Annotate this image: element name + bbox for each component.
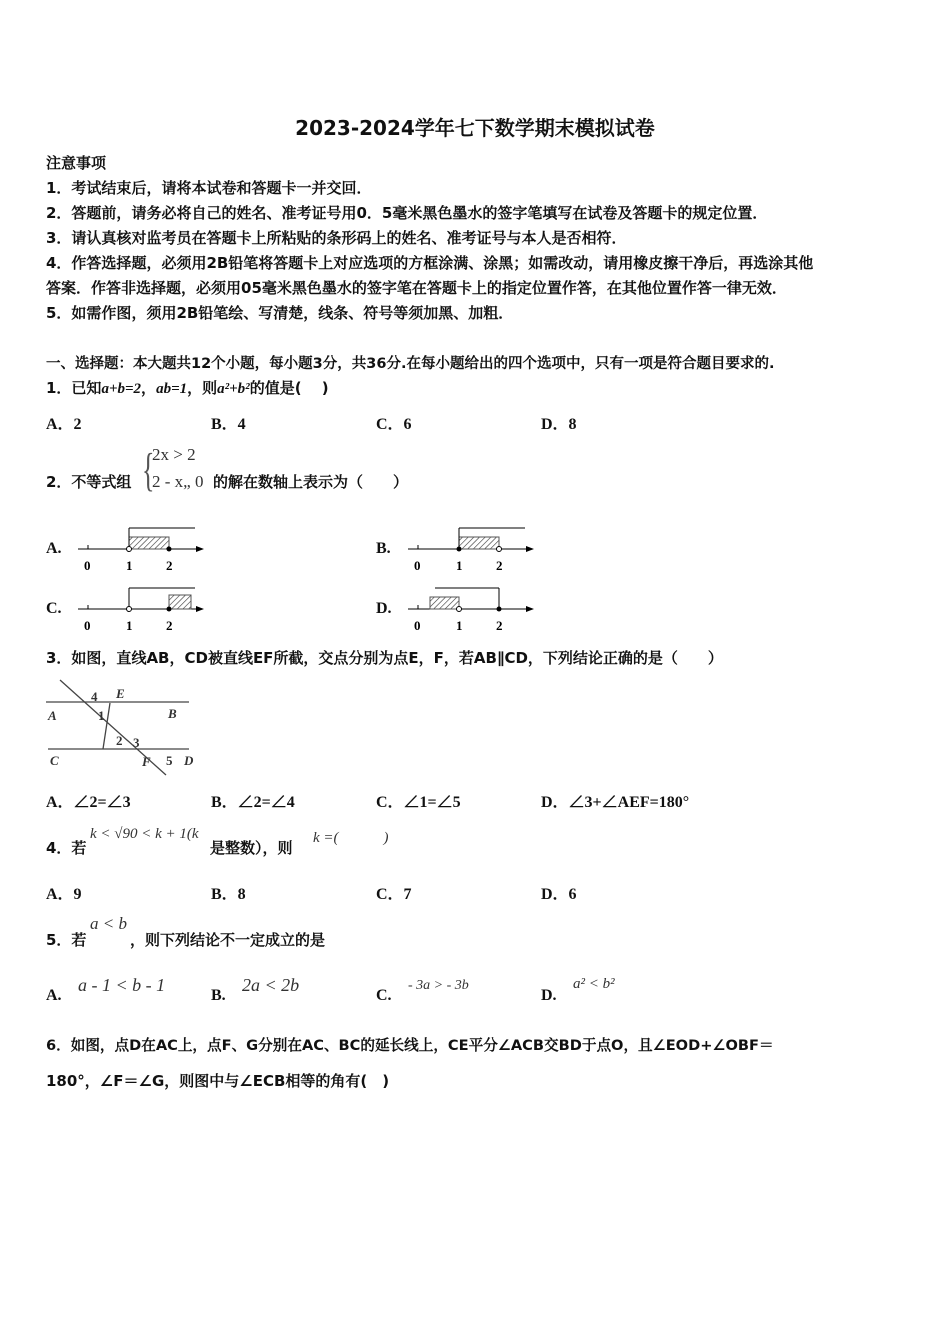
point-label: F (142, 754, 151, 769)
brace: { (142, 444, 155, 497)
q1-text: ，则 (187, 379, 218, 397)
number-line-b[interactable] (400, 520, 550, 580)
q5-option-b-label[interactable]: B. (211, 987, 226, 1004)
q3-option-c[interactable]: C．∠1=∠5 (376, 794, 461, 811)
tick-label: 2 (166, 558, 173, 573)
q5-option-b[interactable]: 2a < 2b (242, 975, 300, 995)
q1-option-b[interactable]: B．4 (211, 416, 246, 433)
q2-ineq-2: 2 - x„ 0 (152, 472, 204, 491)
angle-label: 5 (166, 753, 173, 768)
tick-label: 2 (496, 558, 503, 573)
point-label: E (116, 686, 125, 701)
q5-option-c[interactable]: - 3a > - 3b (408, 978, 469, 993)
note-item: 3．请认真核对监考员在答题卡上所粘贴的条形码上的姓名、准考证号与本人是否相符． (46, 229, 627, 247)
number-line-a[interactable] (70, 520, 220, 580)
q5-option-d-label[interactable]: D. (541, 987, 557, 1004)
note-item: 1．考试结束后，请将本试卷和答题卡一并交回． (46, 179, 372, 197)
question-6-line-2: 180°，∠F＝∠G，则图中与∠ECB相等的角有( ) (46, 1072, 390, 1090)
q3-option-a[interactable]: A．∠2=∠3 (46, 794, 131, 811)
q2-ineq-1: 2x > 2 (152, 445, 196, 464)
q1-expr: a²+b² (217, 381, 250, 397)
q5-suffix: ，则下列结论不一定成立的是 (130, 931, 326, 949)
angle-label: 4 (91, 689, 98, 704)
angle-label: 3 (133, 735, 140, 750)
point-label: C (50, 753, 59, 768)
q2-prefix: 2．不等式组 (46, 473, 132, 491)
note-item: 2．答题前，请务必将自己的姓名、准考证号用0．5毫米黑色墨水的签字笔填写在试卷及答题卡的规定位置． (46, 204, 768, 222)
q2-option-b-label[interactable]: B. (376, 540, 391, 557)
q4-option-a[interactable]: A．9 (46, 886, 82, 903)
tick-label: 1 (126, 558, 133, 573)
question-1 (46, 377, 329, 398)
q5-option-a[interactable]: a - 1 < b - 1 (78, 975, 166, 995)
tick-label: 1 (456, 618, 463, 633)
q5-option-c-label[interactable]: C. (376, 987, 392, 1004)
note-item: 4．作答选择题，必须用2B铅笔将答题卡上对应选项的方框涂满、涂黑；如需改动，请用橡皮擦干净后，再选涂其他 (46, 254, 814, 272)
page-title: 2023-2024学年七下数学期末模拟试卷 (295, 116, 655, 140)
tick-label: 1 (456, 558, 463, 573)
q4-mid: 是整数），则 (210, 839, 293, 857)
tick-label: 2 (166, 618, 173, 633)
q4-prefix: 4．若 (46, 839, 87, 857)
q2-suffix: 的解在数轴上表示为（ ） (213, 473, 409, 491)
section-heading: 一、选择题：本大题共12个小题，每小题3分，共36分.在每小题给出的四个选项中，只有一项是符合题目要求的. (46, 356, 775, 372)
question-3: 3．如图，直线AB，CD被直线EF所截，交点分别为点E，F，若AB∥CD，下列结论正确的是（ ） (46, 649, 723, 667)
q2-option-c-label[interactable]: C. (46, 600, 62, 617)
point-label: D (184, 753, 194, 768)
q3-option-b[interactable]: B．∠2=∠4 (211, 794, 295, 811)
q3-figure (44, 678, 204, 778)
point-label: B (168, 706, 177, 721)
note-item: 5．如需作图，须用2B铅笔绘、写清楚，线条、符号等须加黑、加粗． (46, 304, 514, 322)
q5-prefix: 5．若 (46, 931, 87, 949)
tick-label: 0 (414, 558, 421, 573)
number-line-d[interactable] (400, 580, 550, 640)
notes-heading: 注意事项 (46, 154, 107, 172)
q1-option-d[interactable]: D．8 (541, 416, 577, 433)
angle-label: 1 (98, 708, 105, 723)
q4-option-d[interactable]: D．6 (541, 886, 577, 903)
angle-label: 2 (116, 733, 123, 748)
q2-option-d-label[interactable]: D. (376, 600, 392, 617)
q4-option-b[interactable]: B．8 (211, 886, 246, 903)
q1-text: 的值是( ) (249, 379, 329, 397)
q1-text: ， (141, 379, 157, 397)
tick-label: 2 (496, 618, 503, 633)
q5-option-a-label[interactable]: A. (46, 987, 62, 1004)
q1-option-a[interactable]: A．2 (46, 416, 82, 433)
q1-text: 1．已知 (46, 379, 102, 397)
tick-label: 0 (84, 558, 91, 573)
q3-option-d[interactable]: D．∠3+∠AEF=180° (541, 794, 690, 811)
question-6-line-1: 6．如图，点D在AC上，点F、G分别在AC、BC的延长线上，CE平分∠ACB交BD于点O，且∠EOD+∠OBF＝ (46, 1037, 774, 1054)
q4-expr: k < √90 < k + 1(k (90, 826, 199, 842)
number-line-c[interactable] (70, 580, 220, 640)
note-item: 答案．作答非选择题，必须用05毫米黑色墨水的签字笔在答题卡上的指定位置作答，在其他位置作答一律无效． (46, 279, 787, 297)
q1-expr: a+b=2 (101, 381, 142, 397)
q5-expr: a < b (90, 914, 127, 933)
tick-label: 0 (414, 618, 421, 633)
tick-label: 0 (84, 618, 91, 633)
q4-option-c[interactable]: C．7 (376, 886, 412, 903)
q1-expr: ab=1 (156, 381, 188, 397)
q5-option-d[interactable]: a² < b² (573, 976, 615, 992)
q1-option-c[interactable]: C．6 (376, 416, 412, 433)
q2-option-a-label[interactable]: A. (46, 540, 62, 557)
tick-label: 1 (126, 618, 133, 633)
point-label: A (48, 708, 57, 723)
q4-answer-blank: k =( ) (313, 830, 389, 846)
